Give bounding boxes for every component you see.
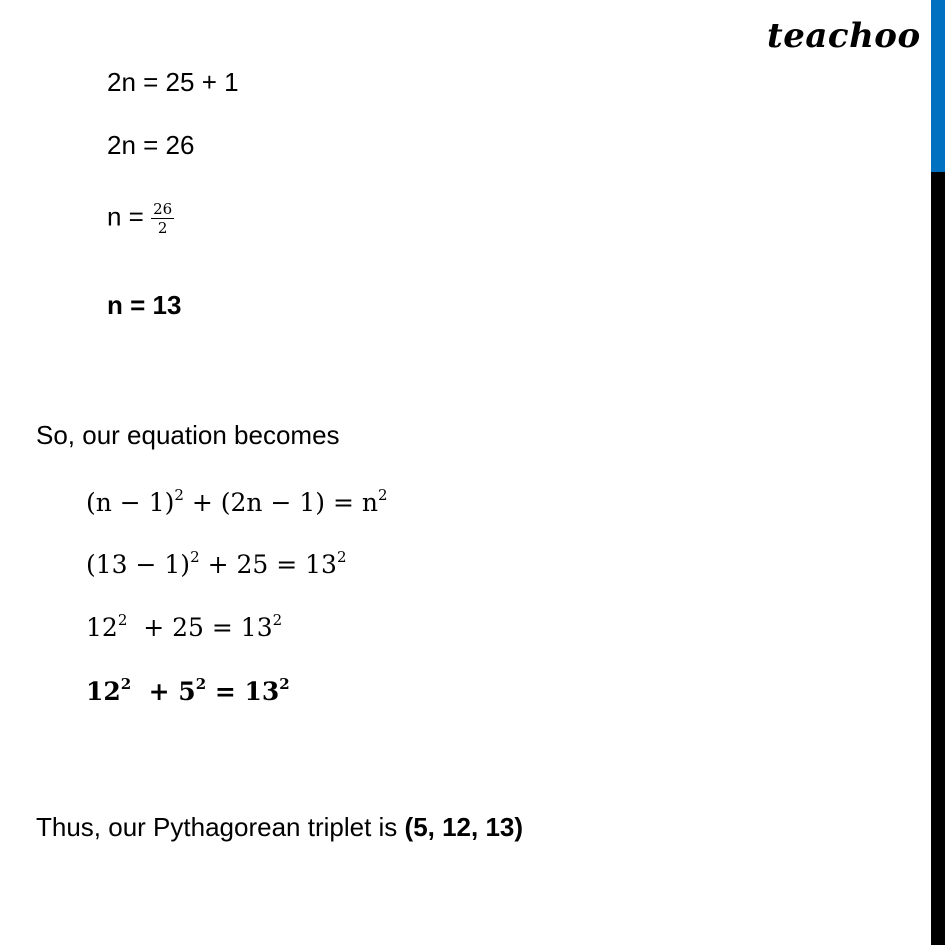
conclusion-answer: (5, 12, 13) [404, 812, 524, 842]
step-line-2: 2n = 26 [107, 130, 195, 160]
intro-text: So, our equation becomes [36, 420, 340, 450]
step-line-1: 2n = 25 + 1 [107, 67, 239, 97]
step-line-4-result: n = 13 [107, 290, 182, 320]
teachoo-logo: teachoo [767, 16, 921, 56]
scroll-indicator-thumb[interactable] [931, 0, 945, 172]
fraction-denominator: 2 [157, 219, 168, 237]
step-line-3-lhs: n = [107, 201, 152, 232]
fraction-numerator: 26 [153, 200, 173, 218]
fraction [151, 200, 174, 237]
step-line-3 [107, 200, 174, 237]
equation-4-result: $12^2 + 5^2 = 13^2$ [86, 675, 290, 706]
conclusion [36, 812, 523, 843]
conclusion-text: Thus, our Pythagorean triplet is [36, 812, 405, 842]
equation-1: $(n - 1)^2 + (2n - 1) = n^2$ [86, 486, 388, 517]
scroll-indicator-track [931, 172, 945, 945]
equation-2: $(13 - 1)^2 + 25 = 13^2$ [86, 548, 347, 579]
equation-3: $12^2 + 25 = 13^2$ [86, 611, 283, 642]
